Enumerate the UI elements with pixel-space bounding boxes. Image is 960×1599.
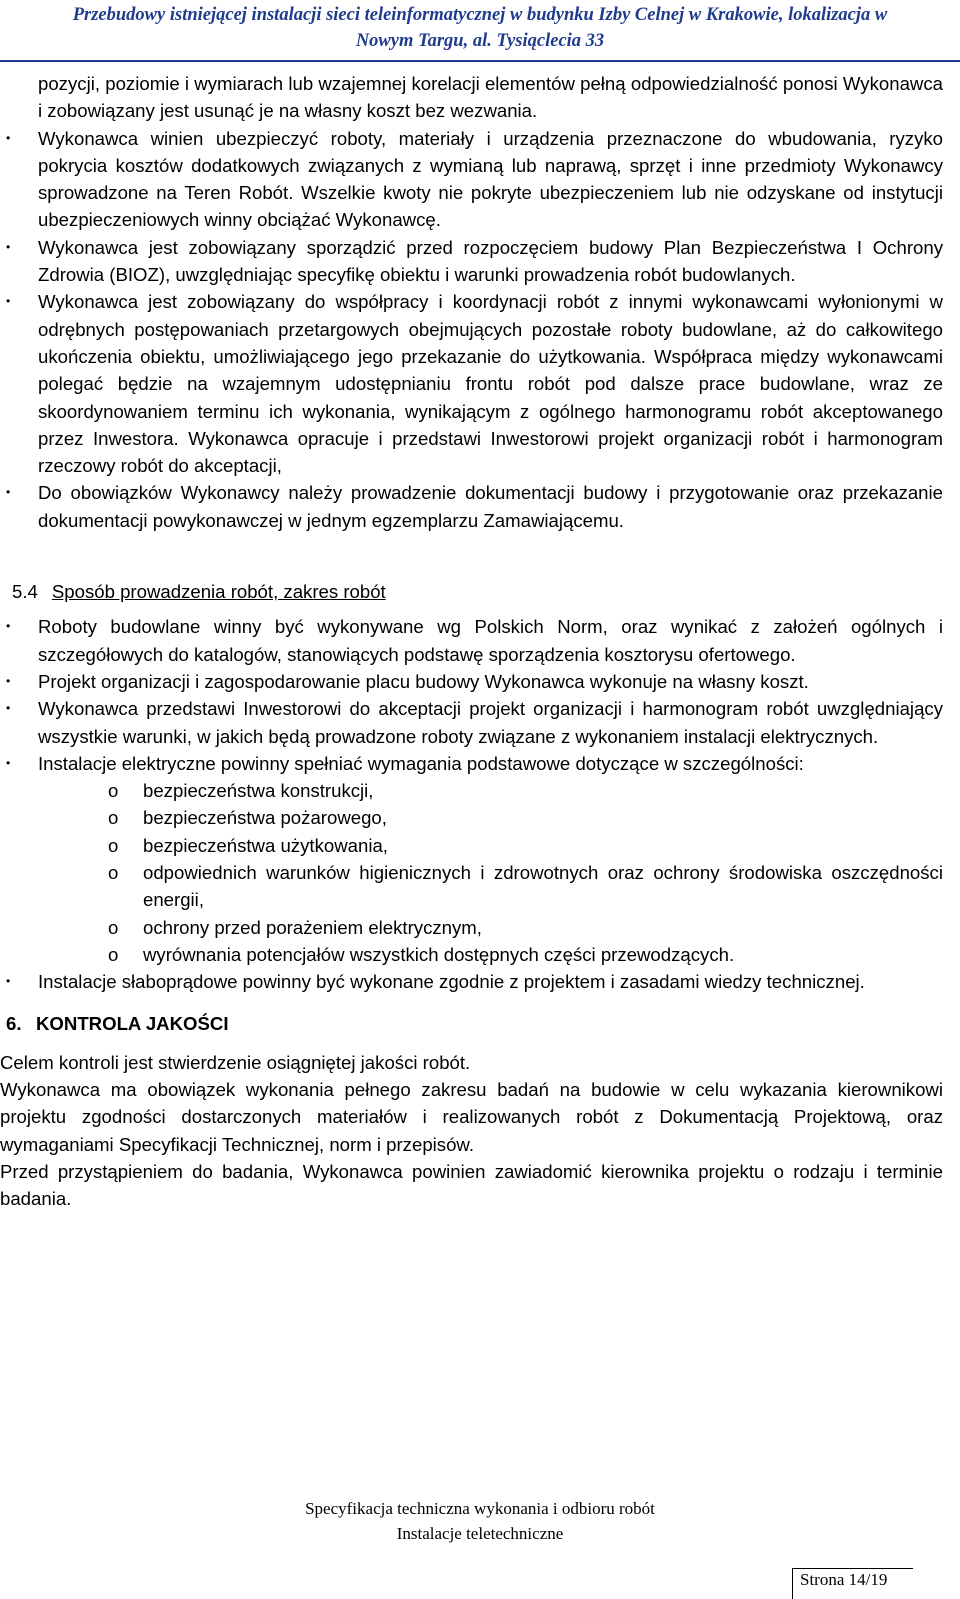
paragraph: Celem kontroli jest stwierdzenie osiągniętej jakości robót. <box>0 1051 471 1073</box>
list-item: • Do obowiązków Wykonawcy należy prowadzenie dokumentacji budowy i przygotowanie oraz przekazanie dokumentacji powykonawczej w jednym egzemplarzu Zamawiającemu. <box>0 479 960 534</box>
circle-marker-icon: o <box>108 916 119 938</box>
list-item: • Wykonawca winien ubezpieczyć roboty, materiały i urządzenia przeznaczone do wbudowania, ryzyko pokrycia kosztów dodatkowych związanych z wymianą lub naprawą, sprzęt i inne przedmioty Wykonawcy sprowadzone na Teren Robót. Wszelkie kwoty nie pokryte ubezpieczeniem lub nie odzyskane od instytucji ubezpieczeniowych winny obciążać Wykonawcę. <box>0 125 960 234</box>
header-line-1: Przebudowy istniejącej instalacji sieci teleinformatycznej w budynku Izby Celnej w Krakowie, lokalizacja w <box>72 5 888 25</box>
list-item: • Wykonawca przedstawi Inwestorowi do akceptacji projekt organizacji i harmonogram robót uwzględniający wszystkie warunki, w jakich będą prowadzone roboty związane z wykonaniem instalacji elektrycznych. <box>0 695 960 750</box>
sub-list-item: o bezpieczeństwa pożarowego, <box>0 804 960 831</box>
sub-list-item: o bezpieczeństwa użytkowania, <box>0 832 960 859</box>
sub-list-item: o bezpieczeństwa konstrukcji, <box>0 777 960 804</box>
section-title: Sposób prowadzenia robót, zakres robót <box>51 581 386 603</box>
bullet-icon: • <box>6 485 11 500</box>
section-number: 5.4 <box>12 581 38 603</box>
circle-marker-icon: o <box>108 807 119 829</box>
sub-list-item: o ochrony przed porażeniem elektrycznym, <box>0 914 960 941</box>
list-item: • Wykonawca jest zobowiązany sporządzić przed rozpoczęciem budowy Plan Bezpieczeństwa I Ochrony Zdrowia (BIOZ), uwzględniając specyfikę obiektu i warunki prowadzenia robót budowlanych. <box>0 234 960 289</box>
bullet-icon: • <box>6 755 11 770</box>
bullet-icon: • <box>6 294 11 309</box>
section-heading-5-4 <box>0 578 960 605</box>
section-number: 6. <box>6 1012 22 1034</box>
bullet-icon: • <box>6 619 11 634</box>
list-item: • Instalacje elektryczne powinny spełniać wymagania podstawowe dotyczące w szczególności: <box>0 750 960 777</box>
page-number: Strona 14/19 <box>800 1570 888 1589</box>
circle-marker-icon: o <box>108 943 119 965</box>
continuation-paragraph: pozycji, poziomie i wymiarach lub wzajemnej korelacji elementów pełną odpowiedzialność ponosi Wykonawca i zobowiązany jest usunąć je na własny koszt bez wezwania. <box>38 73 943 122</box>
bullet-list-1 <box>0 125 960 534</box>
bullet-icon: • <box>6 701 11 716</box>
circle-marker-icon: o <box>108 834 119 856</box>
list-item: • Roboty budowlane winny być wykonywane wg Polskich Norm, oraz wynikać z założeń ogólnych i szczegółowych do katalogów, stanowiących podstawę sporządzenia kosztorysu ofertowego. <box>0 613 960 668</box>
header-line-2: Nowym Targu, al. Tysiąclecia 33 <box>355 31 605 51</box>
paragraph: Wykonawca ma obowiązek wykonania pełnego zakresu badań na budowie w celu wykazania kierownikowi projektu zgodności dostarczonych materiałów i realizowanych robót z Dokumentacją Projektową, oraz wymaganiami Specyfikacji Technicznej, norm i przepisów. <box>0 1079 943 1155</box>
document-body <box>0 70 960 1213</box>
bullet-list-2 <box>0 613 960 995</box>
page-footer <box>0 1496 960 1546</box>
page-header <box>0 2 960 54</box>
header-divider <box>0 60 960 62</box>
sub-list-item: o wyrównania potencjałów wszystkich dostępnych części przewodzących. <box>0 941 960 968</box>
list-item: • Wykonawca jest zobowiązany do współpracy i koordynacji robót z innymi wykonawcami wyłonionymi w odrębnych postępowaniach przetargowych obejmujących pozostałe roboty budowlane, aż do całkowitego ukończenia obiektu, umożliwiającego jego przekazanie do użytkowania. Współpraca między wykonawcami polegać będzie na wzajemnym udostępnianiu frontu robót pod dalsze prace budowlane, wraz ze skoordynowaniem terminu ich wykonania, wynikającym z ogólnego harmonogramu robót akceptowanego przez Inwestora. Wykonawca opracuje i przedstawi Inwestorowi projekt organizacji robót i harmonogram rzeczowy robót do akceptacji, <box>0 288 960 479</box>
bullet-icon: • <box>6 673 11 688</box>
list-item: • Projekt organizacji i zagospodarowanie placu budowy Wykonawca wykonuje na własny koszt. <box>0 668 960 695</box>
circle-marker-icon: o <box>108 862 119 884</box>
sub-list-item: o odpowiednich warunków higienicznych i zdrowotnych oraz ochrony środowiska oszczędności energii, <box>0 859 960 914</box>
paragraph: Przed przystąpieniem do badania, Wykonawca powinien zawiadomić kierownika projektu o rodzaju i terminie badania. <box>0 1160 943 1210</box>
bullet-icon: • <box>6 239 11 254</box>
sub-list <box>0 777 960 968</box>
circle-marker-icon: o <box>108 780 119 802</box>
footer-line-1: Specyfikacja techniczna wykonania i odbioru robót <box>305 1499 655 1518</box>
list-item: • Instalacje słaboprądowe powinny być wykonane zgodnie z projektem i zasadami wiedzy technicznej. <box>0 968 960 995</box>
footer-line-2: Instalacje teletechniczne <box>396 1524 564 1543</box>
bullet-icon: • <box>6 974 11 989</box>
bullet-icon: • <box>6 130 11 145</box>
section-heading-6 <box>0 1010 960 1037</box>
section-title: KONTROLA JAKOŚCI <box>36 1012 229 1034</box>
